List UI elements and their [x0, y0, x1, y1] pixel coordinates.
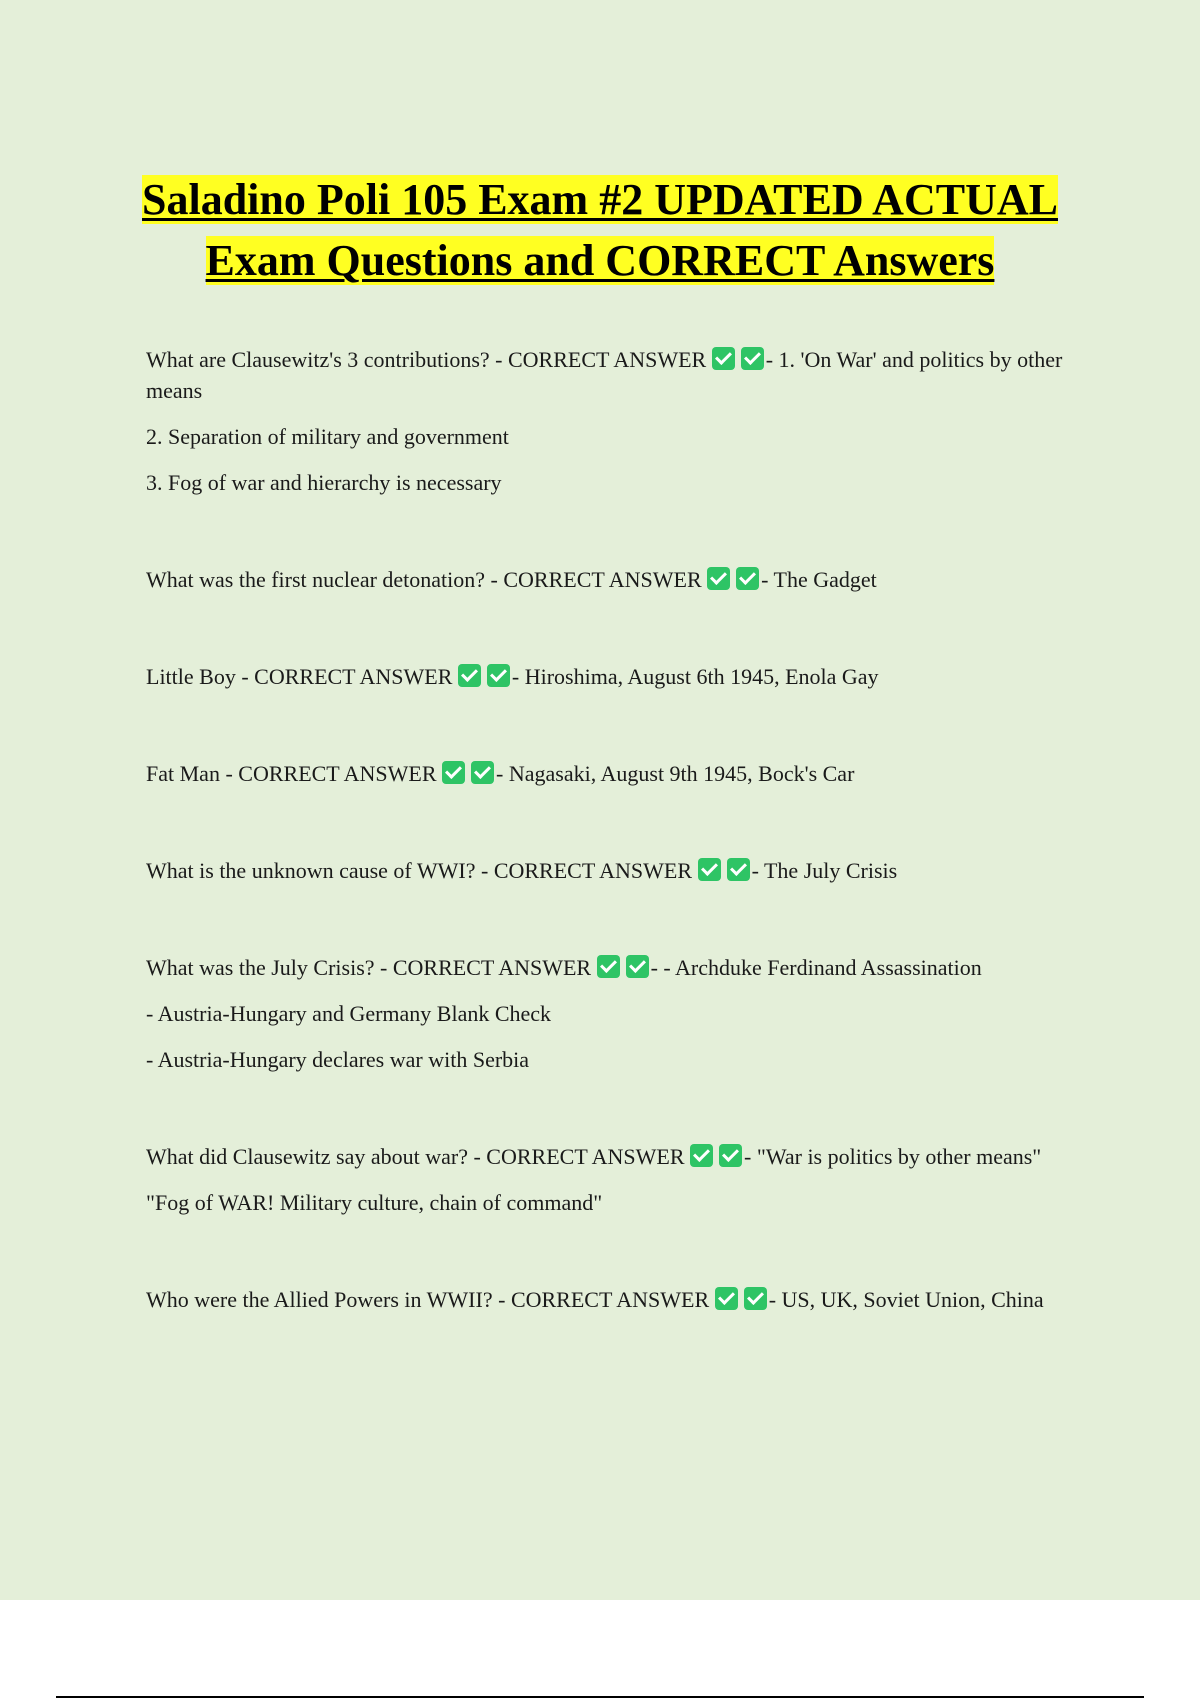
question-text: What is the unknown cause of WWI? — [146, 858, 476, 883]
answer-text: - The Gadget — [761, 567, 877, 592]
answer-text: - Nagasaki, August 9th 1945, Bock's Car — [496, 761, 855, 786]
qa-item — [146, 344, 1076, 498]
page-title — [100, 169, 1100, 291]
question-text: What did Clausewitz say about war? — [146, 1144, 468, 1169]
qa-item — [146, 952, 1076, 1075]
qa-item — [146, 1141, 1076, 1218]
check-mark-icon — [741, 347, 764, 370]
answer-label: CORRECT ANSWER — [507, 347, 707, 372]
answer-label: CORRECT ANSWER — [392, 955, 592, 980]
question-text: Fat Man — [146, 761, 220, 786]
qa-first-line — [146, 758, 1076, 789]
answer-label: CORRECT ANSWER — [238, 761, 437, 786]
answer-label: CORRECT ANSWER — [254, 664, 453, 689]
answer-text: - - Archduke Ferdinand Assassination — [650, 955, 982, 980]
answer-label: CORRECT ANSWER — [510, 1287, 710, 1312]
separator: - — [475, 858, 494, 883]
answer-line: 3. Fog of war and hierarchy is necessary — [146, 470, 502, 495]
check-mark-icon — [626, 955, 649, 978]
check-mark-icon — [707, 567, 730, 590]
check-mark-icon — [698, 858, 721, 881]
question-text: Who were the Allied Powers in WWII? — [146, 1287, 493, 1312]
qa-item — [146, 661, 1076, 692]
question-text: What was the first nuclear detonation? — [146, 567, 486, 592]
qa-first-line — [146, 1284, 1076, 1315]
separator: - — [485, 567, 504, 592]
page-title-text: Saladino Poli 105 Exam #2 UPDATED ACTUAL Exam Questions and CORRECT Answers — [142, 175, 1058, 286]
answer-text: - US, UK, Soviet Union, China — [768, 1287, 1044, 1312]
qa-item — [146, 564, 1076, 595]
qa-first-line — [146, 564, 1076, 595]
check-mark-icon — [690, 1144, 713, 1167]
qa-item — [146, 1284, 1076, 1315]
check-mark-icon — [471, 761, 494, 784]
check-mark-icon — [487, 664, 510, 687]
qa-first-line — [146, 1141, 1076, 1172]
qa-list — [146, 344, 1076, 1381]
answer-text: - 1. 'On War' and politics by other means — [146, 347, 1063, 403]
question-text: Little Boy — [146, 664, 236, 689]
answer-line: - Austria-Hungary declares war with Serbia — [146, 1047, 530, 1072]
answer-text: - "War is politics by other means" — [744, 1144, 1042, 1169]
separator: - — [374, 955, 393, 980]
check-mark-icon — [715, 1287, 738, 1310]
answer-label: CORRECT ANSWER — [486, 1144, 685, 1169]
qa-first-line — [146, 952, 1076, 983]
separator: - — [489, 347, 508, 372]
separator: - — [235, 664, 255, 689]
check-mark-icon — [458, 664, 481, 687]
answer-line: 2. Separation of military and government — [146, 424, 509, 449]
check-mark-icon — [712, 347, 735, 370]
answer-label: CORRECT ANSWER — [503, 567, 702, 592]
check-mark-icon — [736, 567, 759, 590]
answer-text: - Hiroshima, August 6th 1945, Enola Gay — [511, 664, 879, 689]
qa-item — [146, 758, 1076, 789]
qa-first-line — [146, 855, 1076, 886]
answer-line: "Fog of WAR! Military culture, chain of command" — [146, 1190, 603, 1215]
check-mark-icon — [597, 955, 620, 978]
check-mark-icon — [744, 1287, 767, 1310]
check-mark-icon — [719, 1144, 742, 1167]
qa-item — [146, 855, 1076, 886]
question-text: What are Clausewitz's 3 contributions? — [146, 347, 490, 372]
separator: - — [467, 1144, 487, 1169]
question-text: What was the July Crisis? — [146, 955, 375, 980]
footer-divider — [56, 1696, 1144, 1698]
separator: - — [492, 1287, 511, 1312]
check-mark-icon — [442, 761, 465, 784]
answer-line: - Austria-Hungary and Germany Blank Check — [146, 1001, 552, 1026]
check-mark-icon — [727, 858, 750, 881]
answer-text: - The July Crisis — [751, 858, 898, 883]
separator: - — [219, 761, 239, 786]
answer-label: CORRECT ANSWER — [493, 858, 693, 883]
qa-first-line — [146, 344, 1076, 406]
qa-first-line — [146, 661, 1076, 692]
